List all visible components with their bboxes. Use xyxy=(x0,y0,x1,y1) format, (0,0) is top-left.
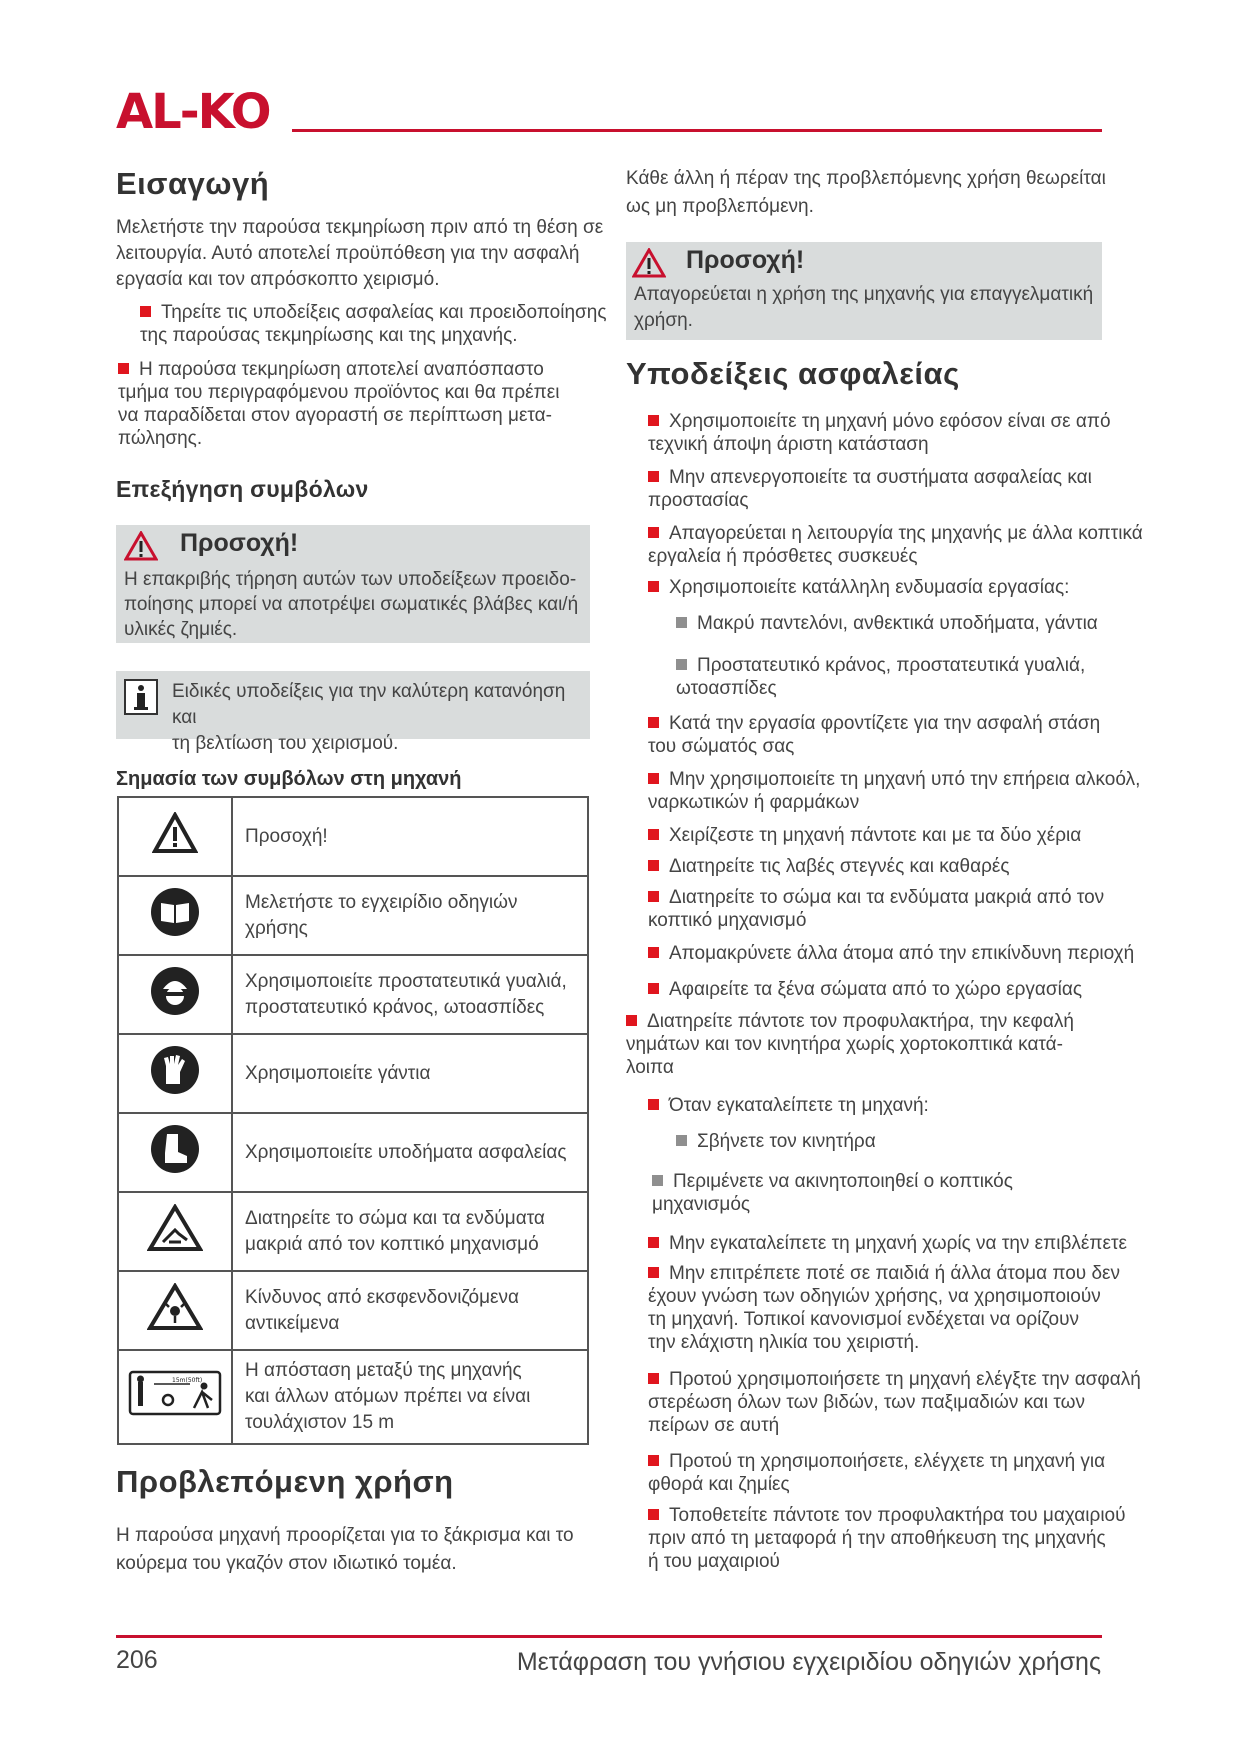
intended-use-title: Προβλεπόμενη χρήση xyxy=(116,1464,454,1499)
safety-item-text: Μακρύ παντελόνι, ανθεκτικά υποδήματα, γάντια xyxy=(697,613,1098,634)
table-row: Χρησιμοποιείτε υποδήματα ασφαλείας xyxy=(118,1113,588,1192)
safety-item-text: μηχανισμός xyxy=(652,1194,751,1215)
safety-item xyxy=(648,942,1170,965)
safety-item-text: στερέωση όλων των βιδών, των παξιμαδιών και των xyxy=(648,1392,1085,1413)
safety-item-text: Μην απενεργοποιείτε τα συστήματα ασφαλείας και xyxy=(669,467,1092,488)
safety-item-text: Τοποθετείτε πάντοτε τον προφυλακτήρα του μαχαιριού xyxy=(669,1505,1126,1526)
red-bullet-icon xyxy=(648,717,659,728)
safety-item-text: νημάτων και τον κινητήρα χωρίς χορτοκοπτικά κατά- xyxy=(626,1034,1063,1055)
safety-item xyxy=(648,855,1170,878)
intro-title: Εισαγωγή xyxy=(116,166,270,201)
safety-item-text: Απαγορεύεται η λειτουργία της μηχανής με άλλα κοπτικά xyxy=(669,523,1143,544)
safety-item-text: Απομακρύνετε άλλα άτομα από την επικίνδυνη περιοχή xyxy=(669,943,1135,964)
grey-bullet-icon xyxy=(676,617,687,628)
warning-box-right xyxy=(626,242,1102,340)
safety-item xyxy=(676,612,1170,635)
warning-text: Η επακριβής τήρηση αυτών των υποδείξεων προειδο- ποίησης μπορεί να αποτρέψει σωματικές βλάβες και/ή υλικές ζημιές. xyxy=(124,569,579,640)
symbols-title: Επεξήγηση συμβόλων xyxy=(116,476,369,502)
safety-item-text: τεχνική άποψη άριστη κατάσταση xyxy=(648,434,929,455)
page-number: 206 xyxy=(116,1646,158,1674)
safety-item xyxy=(648,1450,1170,1496)
red-bullet-icon xyxy=(648,581,659,592)
safety-item xyxy=(648,1262,1170,1354)
table-row: Κίνδυνος από εκσφενδονιζόμενα αντικείμενα xyxy=(118,1271,588,1350)
safety-item-text: Προτού χρησιμοποιήσετε τη μηχανή ελέγξτε την ασφαλή xyxy=(669,1369,1141,1390)
red-bullet-icon xyxy=(648,1455,659,1466)
red-bullet-icon xyxy=(626,1015,637,1026)
other-use-text: Κάθε άλλη ή πέραν της προβλεπόμενης χρήση θεωρείται ως μη προβλεπόμενη. xyxy=(626,168,1106,217)
safety-item-text: πριν από τη μεταφορά ή την αποθήκευση της μηχανής xyxy=(648,1528,1106,1549)
warning-triangle-icon xyxy=(632,248,666,278)
safety-item-text: Διατηρείτε το σώμα και τα ενδύματα μακριά από τον xyxy=(669,887,1105,908)
red-bullet-icon xyxy=(648,1237,659,1248)
safety-item xyxy=(676,654,1170,700)
safety-item-text: Μην εγκαταλείπετε τη μηχανή χωρίς να την επιβλέπετε xyxy=(669,1233,1127,1254)
header-rule xyxy=(292,129,1102,132)
red-bullet-icon xyxy=(648,471,659,482)
safety-item-text: ωτοασπίδες xyxy=(676,678,777,699)
info-icon xyxy=(124,679,158,715)
safety-item xyxy=(652,1170,1170,1216)
red-bullet-icon xyxy=(648,415,659,426)
red-bullet-icon xyxy=(648,891,659,902)
safety-item xyxy=(676,1130,1170,1153)
manual-book-icon xyxy=(149,886,201,938)
red-bullet-icon xyxy=(648,773,659,784)
safety-item xyxy=(648,1504,1170,1573)
safety-item xyxy=(648,1094,1170,1117)
red-bullet-icon xyxy=(140,306,151,317)
svg-text:15m(50ft): 15m(50ft) xyxy=(172,1377,203,1384)
table-row: Μελετήστε το εγχειρίδιο οδηγιών χρήσης xyxy=(118,876,588,955)
safety-item-text: ναρκωτικών ή φαρμάκων xyxy=(648,792,860,813)
warning-box-left xyxy=(116,525,590,643)
safety-item-text: έχουν γνώση των οδηγιών χρήσης, να χρησιμοποιούν xyxy=(648,1286,1101,1307)
warning-text: Απαγορεύεται η χρήση της μηχανής για επαγγελματική χρήση. xyxy=(634,284,1094,331)
warning-triangle-icon xyxy=(124,531,158,561)
warning-title: Προσοχή! xyxy=(686,246,805,274)
symbols-table xyxy=(117,796,589,1445)
safety-item-text: Αφαιρείτε τα ξένα σώματα από το χώρο εργασίας xyxy=(669,979,1083,1000)
safety-item xyxy=(648,768,1170,814)
intended-use-text: Η παρούσα μηχανή προορίζεται για το ξάκρισμα και το κούρεμα του γκαζόν στον ιδιωτικό τομέα. xyxy=(116,1525,574,1574)
safety-item xyxy=(648,410,1170,456)
brand-logo: AL-KO xyxy=(116,84,270,140)
gloves-icon xyxy=(149,1044,201,1096)
safety-item xyxy=(648,1232,1170,1255)
table-row: Διατηρείτε το σώμα και τα ενδύματα μακριά από τον κοπτικό μηχανισμό xyxy=(118,1192,588,1271)
machine-symbols-title: Σημασία των συμβόλων στη μηχανή xyxy=(116,768,462,790)
table-row: Χρησιμοποιείτε προστατευτικά γυαλιά, προστατευτικό κράνος, ωτοασπίδες xyxy=(118,955,588,1034)
safety-item xyxy=(648,824,1170,847)
safety-item xyxy=(648,466,1170,512)
table-row: Προσοχή! xyxy=(118,797,588,876)
footer-rule xyxy=(116,1635,1102,1638)
safety-title: Υποδείξεις ασφαλείας xyxy=(626,356,960,391)
red-bullet-icon xyxy=(648,1267,659,1278)
safety-item-text: λοιπα xyxy=(626,1057,674,1078)
safety-item-text: Κατά την εργασία φροντίζετε για την ασφαλή στάση xyxy=(669,713,1101,734)
safety-item-text: Μην επιτρέπετε ποτέ σε παιδιά ή άλλα άτομα που δεν xyxy=(669,1263,1120,1284)
safety-item xyxy=(648,886,1170,932)
safety-item-text: Προστατευτικό κράνος, προστατευτικά γυαλιά, xyxy=(697,655,1086,676)
safety-item-text: τη μηχανή. Τοπικοί κανονισμοί ενδέχεται να ορίζουν xyxy=(648,1309,1079,1330)
safety-item-text: Χρησιμοποιείτε τη μηχανή μόνο εφόσον είναι σε από xyxy=(669,411,1111,432)
red-bullet-icon xyxy=(648,860,659,871)
safety-item-text: Μην χρησιμοποιείτε τη μηχανή υπό την επήρεια αλκοόλ, xyxy=(669,769,1141,790)
table-row: 15m(50ft) Η απόσταση μεταξύ της μηχανής και άλλων ατόμων πρέπει να είναι τουλάχιστον 15 m xyxy=(118,1350,588,1444)
info-text: Ειδικές υποδείξεις για την καλύτερη κατανόηση και τη βελτίωση του χειρισμού. xyxy=(172,681,566,754)
safety-item-text: Χρησιμοποιείτε κατάλληλη ενδυμασία εργασίας: xyxy=(669,577,1070,598)
safety-item xyxy=(648,1368,1170,1437)
intro-bullet-2: Η παρούσα τεκμηρίωση αποτελεί αναπόσπαστο τμήμα του περιγραφόμενου προϊόντος και θα πρέπει να παραδίδεται στον αγοραστή σε περίπτωση μετα- πώλησης. xyxy=(118,359,560,449)
safety-item-text: Περιμένετε να ακινητοποιηθεί ο κοπτικός xyxy=(673,1171,1013,1192)
safety-item-text: πείρων σε αυτή xyxy=(648,1415,780,1436)
red-bullet-icon xyxy=(648,1373,659,1384)
red-bullet-icon xyxy=(648,1099,659,1110)
cutting-hazard-icon xyxy=(147,1204,203,1252)
red-bullet-icon xyxy=(648,527,659,538)
safety-boots-icon xyxy=(149,1123,201,1175)
safety-item-text: Σβήνετε τον κινητήρα xyxy=(697,1131,876,1152)
distance-15m-icon xyxy=(128,1370,222,1416)
safety-item-text: Διατηρείτε πάντοτε τον προφυλακτήρα, την κεφαλή xyxy=(647,1011,1074,1032)
warning-title: Προσοχή! xyxy=(180,529,299,557)
safety-item xyxy=(648,978,1170,1001)
safety-item-text: κοπτικό μηχανισμό xyxy=(648,910,807,931)
safety-item-text: την ελάχιστη ηλικία του χειριστή. xyxy=(648,1332,920,1353)
grey-bullet-icon xyxy=(652,1175,663,1186)
intro-paragraph: Μελετήστε την παρούσα τεκμηρίωση πριν από τη θέση σε λειτουργία. Αυτό αποτελεί προϋπόθεση για την ασφαλή εργασία και τον απρόσκοπτο χειρισμό. xyxy=(116,217,604,290)
intro-bullet-1: Τηρείτε τις υποδείξεις ασφαλείας και προειδοποίησης της παρούσας τεκμηρίωσης και της μηχανής. xyxy=(140,302,607,346)
red-bullet-icon xyxy=(648,1509,659,1520)
safety-item-text: φθορά και ζημίες xyxy=(648,1474,790,1495)
thrown-objects-icon xyxy=(147,1283,203,1331)
table-row: Χρησιμοποιείτε γάντια xyxy=(118,1034,588,1113)
safety-item-text: του σώματός σας xyxy=(648,736,795,757)
safety-item xyxy=(626,1010,1170,1079)
head-protection-icon xyxy=(149,965,201,1017)
red-bullet-icon xyxy=(118,363,129,374)
footer-text: Μετάφραση του γνήσιου εγχειριδίου οδηγιών χρήσης xyxy=(516,1648,1101,1676)
red-bullet-icon xyxy=(648,947,659,958)
safety-item-text: προστασίας xyxy=(648,490,749,511)
red-bullet-icon xyxy=(648,829,659,840)
safety-item-text: Διατηρείτε τις λαβές στεγνές και καθαρές xyxy=(669,856,1010,877)
warning-triangle-icon xyxy=(152,812,198,854)
safety-item-text: Προτού τη χρησιμοποιήσετε, ελέγχετε τη μηχανή για xyxy=(669,1451,1106,1472)
safety-item-text: ή του μαχαιριού xyxy=(648,1551,780,1572)
info-box xyxy=(116,671,590,754)
red-bullet-icon xyxy=(648,983,659,994)
safety-item xyxy=(648,522,1170,568)
safety-item-text: εργαλεία ή πρόσθετες συσκευές xyxy=(648,546,918,567)
safety-item-text: Όταν εγκαταλείπετε τη μηχανή: xyxy=(669,1095,929,1116)
safety-item xyxy=(648,576,1170,599)
safety-item-text: Χειρίζεστε τη μηχανή πάντοτε και με τα δύο χέρια xyxy=(669,825,1082,846)
grey-bullet-icon xyxy=(676,659,687,670)
grey-bullet-icon xyxy=(676,1135,687,1146)
safety-item xyxy=(648,712,1170,758)
